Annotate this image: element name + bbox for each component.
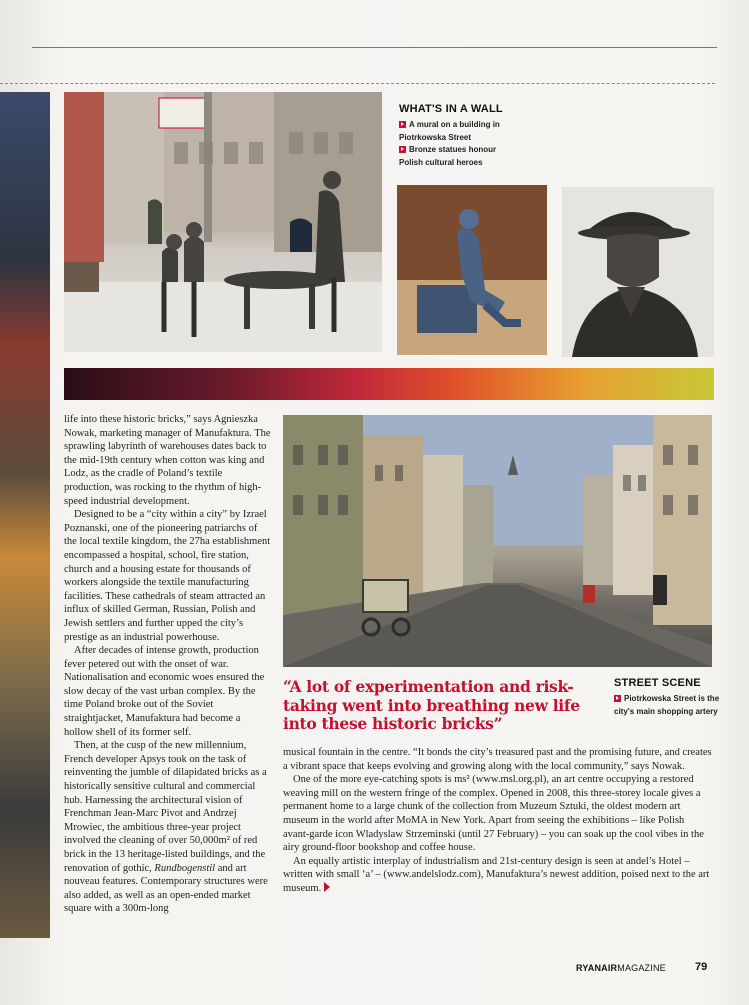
caption-wall-line1a: A mural on a building in <box>409 120 500 129</box>
body-column-2 <box>283 746 713 896</box>
photo-piotrkowska-street <box>283 415 712 667</box>
caption-title-street: STREET SCENE <box>614 677 701 689</box>
paragraph-text: An equally artistic interplay of industrialism and 21st-century design is seen at andel’s Hotel – written with small ‘a’ – (www.andelslodz.com), Manufaktura’s newest addition, poised next to the art museum. <box>283 855 710 894</box>
magazine-name <box>576 963 666 973</box>
paragraph-text: Then, at the cusp of the new millennium, French developer Apsys took on the task of reinventing the jumble of dilapidated bricks as a historically sensitive cultural and commercial hub. Harnessing the architectural vision of Frenchman Jean-Marc Pivot and Andrzej Mrowiec, the ambitious three-year project involved the cleaning of over 50,000m² of red brick in the 13 heritage-listed buildings, and the renovation of gothic, <box>64 740 267 874</box>
dotted-rule <box>0 83 715 84</box>
paragraph-text: and art nouveau features. Contemporary structures were also added, as well as an open-ended market square with a 300m-long <box>64 862 268 915</box>
page-number: 79 <box>695 961 708 973</box>
caption-street-text <box>614 693 724 718</box>
caption-wall-line2a: Bronze statues honour <box>409 145 497 154</box>
italic-term: Rundbogenstil <box>154 862 216 874</box>
top-rule <box>32 47 717 48</box>
paragraph: musical fountain in the centre. “It bonds the city’s treasured past and the promising future, and creates a vibrant space that keeps evolving and growing along with the local community,” says Nowak. <box>283 747 712 772</box>
caption-marker-icon <box>399 146 406 153</box>
caption-marker-icon <box>399 121 406 128</box>
caption-wall-line1b: Piotrkowska Street <box>399 132 472 142</box>
photo-bronze-statues-table <box>64 92 382 352</box>
paragraph: After decades of intense growth, production fever petered out with the onset of war. Nationalisation and economic woes ensured the slow decay of the vast urban complex. By the time Poland broke out of the Soviet straightjacket, Manufaktura had become a hollow shell of its former self. <box>64 645 265 738</box>
paragraph: life into these historic bricks,” says Agnieszka Nowak, marketing manager of Manufaktura. The sprawling labyrinth of warehouses dates back to the mid-19th century when cotton was king and Lodz, as the cradle of Poland’s textile production, was rocking to the rhythm of high-speed industrial development. <box>64 414 271 507</box>
facing-page-edge-image <box>0 92 50 938</box>
magazine-name-bold: RYANAIR <box>576 963 618 973</box>
caption-wall-line2b: Polish cultural heroes <box>399 157 483 167</box>
pull-quote: “A lot of experimentation and risk-taking went into breathing new life into these historic bricks” <box>283 677 580 733</box>
body-column-1 <box>64 413 272 916</box>
caption-street-line1a: Piotrkowska Street is the <box>624 694 720 703</box>
magazine-name-thin: MAGAZINE <box>617 963 666 973</box>
paragraph: Designed to be a “city within a city” by Izrael Poznanski, one of the pioneering patriarchs of the local textile kingdom, the 27ha establishment encompassed a hospital, school, fire station, church and a housing estate for thousands of workers alongside the textile manufacturing facilities. These cathedrals of steam attracted an influx of skilled German, Russian, Polish and Jewish settlers and further upped the city’s prestige as an industrial powerhouse. <box>64 509 271 643</box>
caption-title-wall: WHAT'S IN A WALL <box>399 103 503 115</box>
paragraph <box>64 739 272 916</box>
caption-wall-text <box>399 119 559 169</box>
photo-bronze-bust-hat <box>562 187 714 357</box>
paragraph <box>283 855 713 896</box>
caption-marker-icon <box>614 695 621 702</box>
decorative-color-bar <box>64 368 714 400</box>
caption-street-line1b: city's main shopping artery <box>614 706 718 716</box>
photo-seated-bronze-statue <box>397 185 547 355</box>
end-of-article-icon <box>324 882 330 892</box>
paragraph: One of the more eye-catching spots is ms² (www.msl.org.pl), an art centre occupying a restored weaving mill on the western fringe of the complex. Opened in 2008, this three-storey locale gives a permanent home to a large chunk of the collection from Muzeum Sztuki, the oldest modern art museum in the world after MoMA in New York. Apart from seeing the exhibitions – like Polish avant-garde icon Wladyslaw Strzeminski (until 27 February) – you can soak up the cool vibes in the airy ground-floor bookshop and coffee house. <box>283 774 704 854</box>
